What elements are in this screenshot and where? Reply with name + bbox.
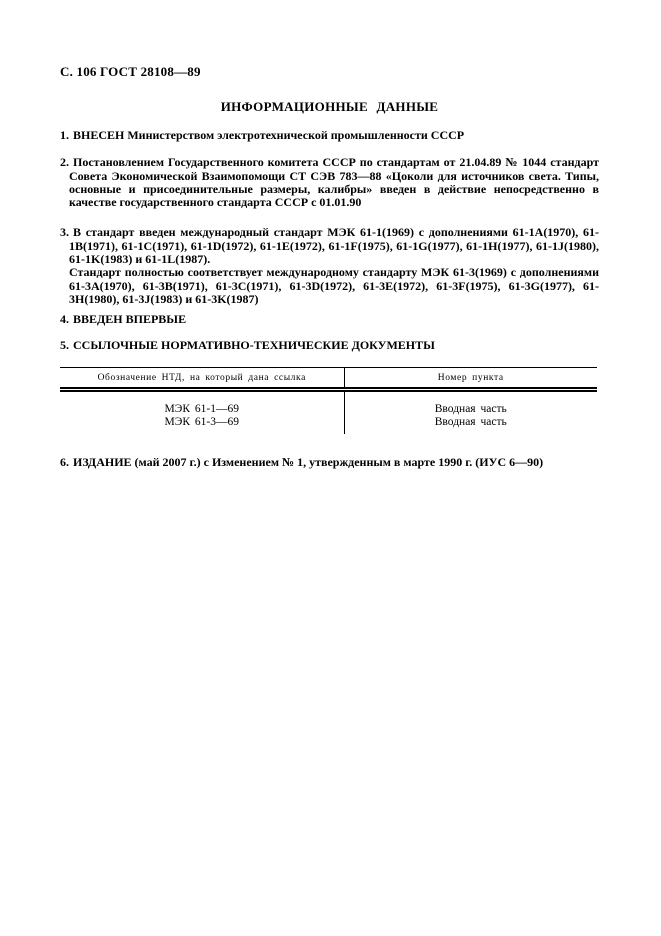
list-item-4	[60, 313, 599, 326]
section-title: ИНФОРМАЦИОННЫЕ ДАННЫЕ	[220, 99, 439, 114]
item-1-text: ВНЕСЕН Министерством электротехнической промышленности СССР	[73, 128, 465, 142]
item-2-text: Постановлением Государственного комитета СССР по стандартам от 21.04.89 № 1044 стандарт Совета Экономической Взаимопомощи СТ СЭВ 783—88 «Цоколи для источников света. Типы, основные и присоединительные размеры, калибры» введен в действие непосредственно в качестве государственного стандарта СССР с 01.01.90	[69, 155, 599, 210]
page-header: С. 106 ГОСТ 28108—89	[60, 64, 201, 79]
list-item-5	[60, 339, 599, 352]
cell-clause-1: Вводная часть	[434, 402, 507, 415]
col-header-ntd-designation: Обозначение НТД, на который дана ссылка	[60, 367, 344, 389]
table-row	[60, 416, 597, 434]
cell-ntd-1: МЭК 61-1—69	[60, 389, 344, 416]
col-header-clause-number: Номер пункта	[344, 367, 597, 389]
table-row	[60, 389, 597, 416]
item-5-text: ССЫЛОЧНЫЕ НОРМАТИВНО-ТЕХНИЧЕСКИЕ ДОКУМЕНТЫ	[73, 337, 435, 352]
item-4-number: 4.	[60, 312, 69, 327]
item-5-number: 5.	[60, 337, 69, 352]
references-table	[60, 367, 597, 434]
item-3-text: В стандарт введен международный стандарт МЭК 61-1(1969) с дополнениями 61-1A(1970), 61-1B(1971), 61-1C(1971), 61-1D(1972), 61-1E(1972), 61-1F(1975), 61-1G(1977), 61-1H(1977), 61-1J(1980), 61-1K(1983) и 61-1L(1987).	[69, 225, 599, 267]
list-item-1	[60, 129, 599, 142]
list-item-6	[60, 456, 599, 469]
table-header-row	[60, 367, 597, 389]
item-4-text: ВВЕДЕН ВПЕРВЫЕ	[73, 312, 187, 327]
item-6-number: 6.	[60, 454, 69, 469]
page-content	[60, 64, 599, 469]
item-3-number: 3.	[60, 225, 69, 240]
item-1-number: 1.	[60, 128, 69, 142]
list-item-2	[60, 156, 599, 209]
list-item-3	[60, 226, 599, 306]
cell-ntd-2: МЭК 61-3—69	[60, 416, 344, 434]
item-2-number: 2.	[60, 155, 69, 170]
item-3-continuation: Стандарт полностью соответствует международному стандарту МЭК 61-3(1969) с дополнениями 61-3A(1970), 61-3B(1971), 61-3C(1971), 61-3D(1972), 61-3E(1972), 61-3F(1975), 61-3G(1977), 61-3H(1980), 61-3J(1983) и 61-3K(1987)	[69, 265, 599, 306]
item-6-text: ИЗДАНИЕ (май 2007 г.) с Изменением № 1, утвержденным в марте 1990 г. (ИУС 6—90)	[73, 454, 544, 469]
cell-clause-2: Вводная часть	[434, 415, 507, 428]
